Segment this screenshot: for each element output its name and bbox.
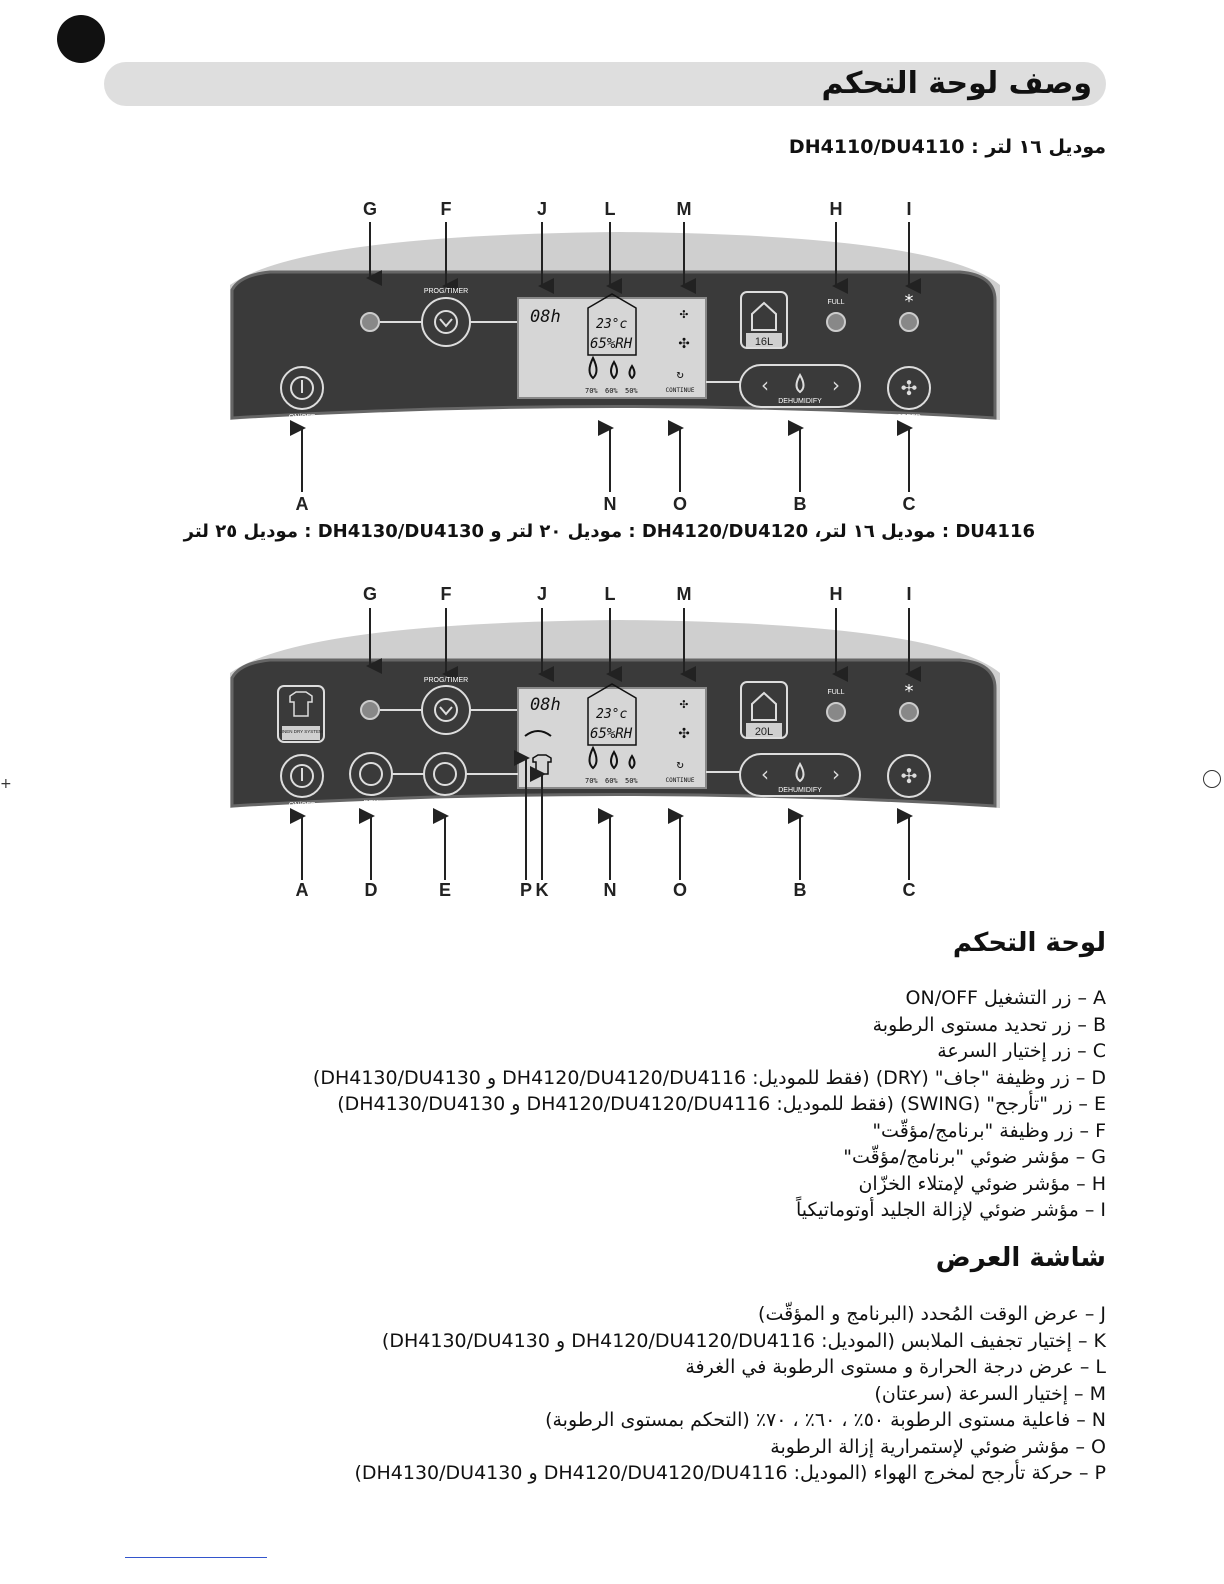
svg-text:50%: 50% bbox=[625, 387, 638, 395]
callout-j: J bbox=[536, 584, 548, 604]
svg-text:✣: ✣ bbox=[679, 696, 689, 712]
svg-text:60%: 60% bbox=[605, 777, 618, 785]
callout-o: O bbox=[672, 494, 688, 514]
svg-text:20L: 20L bbox=[754, 726, 774, 738]
chevron-right-icon: › bbox=[832, 373, 840, 397]
svg-text:FULL: FULL bbox=[827, 689, 845, 696]
page-marker-dot bbox=[57, 15, 105, 63]
swing-button[interactable] bbox=[424, 753, 466, 795]
svg-text:65%RH: 65%RH bbox=[590, 726, 633, 742]
callout-j: J bbox=[536, 199, 548, 219]
svg-text:ON/OFF: ON/OFF bbox=[288, 802, 316, 809]
control-panel-diagram-bottom bbox=[0, 578, 1224, 908]
list-item: N – فاعلية مستوى الرطوبة ٥٠٪ ، ٦٠٪ ، ٧٠٪ (التحكم بمستوى الرطوبة) bbox=[545, 1409, 1106, 1431]
control-panel-list bbox=[313, 985, 1106, 1224]
list-item: D – زر وظيفة "جاف" (DRY) (فقط للموديل: DH4120/DU4120/DU4116 و DH4130/DU4130) bbox=[312, 1066, 1106, 1089]
control-panel-diagram-top bbox=[0, 190, 1224, 520]
dry-button[interactable] bbox=[350, 753, 392, 795]
callouts-top bbox=[363, 199, 912, 219]
svg-text:08h: 08h bbox=[530, 695, 561, 715]
prog-timer-label: PROG/TIMER bbox=[423, 288, 469, 295]
svg-text:E: E bbox=[438, 880, 452, 900]
display-screen-heading: شاشة العرض bbox=[935, 1243, 1106, 1273]
list-item: C – زر إختيار السرعة bbox=[937, 1040, 1106, 1062]
callout-b: B bbox=[793, 494, 807, 514]
display-screen-list bbox=[354, 1301, 1106, 1487]
full-indicator-light bbox=[827, 313, 845, 331]
callout-g: G bbox=[362, 199, 378, 219]
fan-high-icon: ✣ bbox=[678, 332, 690, 353]
list-item: H – مؤشر ضوئي لإمتلاء الخزّان bbox=[858, 1172, 1106, 1195]
callout-m: M bbox=[676, 584, 692, 604]
lcd-temperature: 23°c bbox=[596, 317, 628, 332]
page-title: وصف لوحة التحكم bbox=[821, 66, 1092, 101]
lcd-timer: 08h bbox=[530, 307, 561, 327]
title-bar bbox=[104, 62, 1106, 106]
callout-c: C bbox=[902, 494, 916, 514]
full-indicator-light bbox=[827, 703, 845, 721]
svg-text:SWING: SWING bbox=[433, 800, 457, 807]
svg-text:23°c: 23°c bbox=[596, 707, 628, 722]
list-item: B – زر تحديد مستوى الرطوبة bbox=[872, 1013, 1106, 1036]
svg-text:SPEED: SPEED bbox=[897, 804, 921, 811]
defrost-icon: * bbox=[904, 291, 914, 312]
svg-text:D: D bbox=[364, 880, 378, 900]
svg-text:C: C bbox=[902, 880, 916, 900]
svg-text:↻: ↻ bbox=[676, 757, 684, 771]
list-item: A – زر التشغيل ON/OFF bbox=[905, 987, 1106, 1009]
lcd-humidity: 65%RH bbox=[590, 336, 633, 352]
svg-text:DEHUMIDIFY: DEHUMIDIFY bbox=[778, 787, 822, 794]
callout-m: M bbox=[676, 199, 692, 219]
registration-mark-left: + bbox=[0, 776, 12, 792]
svg-text:DEHUMIDIFY: DEHUMIDIFY bbox=[778, 398, 822, 405]
svg-text:‹: ‹ bbox=[761, 762, 769, 786]
svg-text:ON/OFF: ON/OFF bbox=[288, 414, 316, 421]
svg-text:DRY: DRY bbox=[363, 800, 379, 807]
callout-l: L bbox=[604, 584, 616, 604]
prog-timer-button[interactable] bbox=[422, 298, 470, 346]
callout-l: L bbox=[604, 199, 616, 219]
callout-h: H bbox=[829, 584, 843, 604]
callout-n: N bbox=[603, 494, 617, 514]
list-item: F – زر وظيفة "برنامج/مؤقّت" bbox=[872, 1119, 1106, 1142]
svg-text:›: › bbox=[832, 762, 840, 786]
fan-low-icon: ✣ bbox=[679, 306, 689, 322]
list-item: L – عرض درجة الحرارة و مستوى الرطوبة في الغرفة bbox=[685, 1356, 1106, 1378]
list-item: O – مؤشر ضوئي لإستمرارية إزالة الرطوبة bbox=[770, 1435, 1106, 1458]
svg-text:✣: ✣ bbox=[678, 722, 690, 743]
svg-text:N: N bbox=[603, 880, 617, 900]
list-item: G – مؤشر ضوئي "برنامج/مؤقّت" bbox=[843, 1146, 1106, 1168]
list-item: E – زر "تأرجح" (SWING) (فقط للموديل: DH4120/DU4120/DU4116 و DH4130/DU4130) bbox=[337, 1093, 1106, 1115]
prog-timer-button[interactable] bbox=[422, 686, 470, 734]
svg-text:O: O bbox=[672, 880, 688, 900]
fan-icon: ✣ bbox=[900, 376, 918, 400]
full-label: FULL bbox=[827, 299, 845, 306]
control-panel-heading: لوحة التحكم bbox=[952, 928, 1106, 958]
list-item: J – عرض الوقت المُحدد (البرنامج و المؤقّت) bbox=[758, 1303, 1106, 1325]
svg-text:*: * bbox=[904, 681, 914, 702]
svg-text:P: P bbox=[519, 880, 533, 900]
callout-i: I bbox=[906, 199, 912, 219]
svg-text:70%: 70% bbox=[585, 387, 598, 395]
footer-rule bbox=[125, 1557, 267, 1558]
svg-text:60%: 60% bbox=[605, 387, 618, 395]
model-line-2: DU4116 : موديل ١٦ لتر، DH4120/DU4120 : موديل ٢٠ لتر و DH4130/DU4130 : موديل ٢٥ لتر bbox=[183, 521, 1035, 542]
svg-text:✣: ✣ bbox=[900, 764, 918, 788]
prog-timer-indicator-light bbox=[361, 701, 379, 719]
callout-a: A bbox=[295, 494, 309, 514]
registration-mark-right bbox=[1203, 770, 1221, 788]
defrost-indicator-light bbox=[900, 703, 918, 721]
list-item: P – حركة تأرجح لمخرج الهواء (الموديل: DH4120/DU4120/DU4116 و DH4130/DU4130) bbox=[354, 1462, 1106, 1484]
svg-text:SPEED: SPEED bbox=[897, 414, 921, 421]
tank-capacity: 16L bbox=[754, 336, 774, 348]
continue-label: CONTINUE bbox=[665, 387, 695, 394]
list-item: I – مؤشر ضوئي لإزالة الجليد أوتوماتيكياً bbox=[796, 1199, 1106, 1221]
svg-text:CONTINUE: CONTINUE bbox=[665, 777, 695, 784]
svg-text:LINEN DRY SYSTEM: LINEN DRY SYSTEM bbox=[279, 729, 323, 734]
callout-g: G bbox=[362, 584, 378, 604]
list-item: M – إختيار السرعة (سرعتان) bbox=[874, 1382, 1106, 1405]
callout-f: F bbox=[440, 584, 452, 604]
svg-text:B: B bbox=[793, 880, 807, 900]
callout-f: F bbox=[440, 199, 452, 219]
callout-i: I bbox=[906, 584, 912, 604]
list-item: K – إختيار تجفيف الملابس (الموديل: DH4120/DU4120/DU4116 و DH4130/DU4130) bbox=[381, 1329, 1106, 1352]
callout-h: H bbox=[829, 199, 843, 219]
model-line-1: موديل ١٦ لتر : DH4110/DU4110 bbox=[788, 136, 1106, 158]
chevron-left-icon: ‹ bbox=[761, 373, 769, 397]
continue-icon: ↻ bbox=[676, 367, 684, 381]
svg-text:K: K bbox=[535, 880, 549, 900]
svg-text:70%: 70% bbox=[585, 777, 598, 785]
defrost-indicator-light bbox=[900, 313, 918, 331]
svg-text:A: A bbox=[295, 880, 309, 900]
svg-text:50%: 50% bbox=[625, 777, 638, 785]
svg-text:PROG/TIMER: PROG/TIMER bbox=[423, 677, 469, 684]
prog-timer-indicator-light bbox=[361, 313, 379, 331]
